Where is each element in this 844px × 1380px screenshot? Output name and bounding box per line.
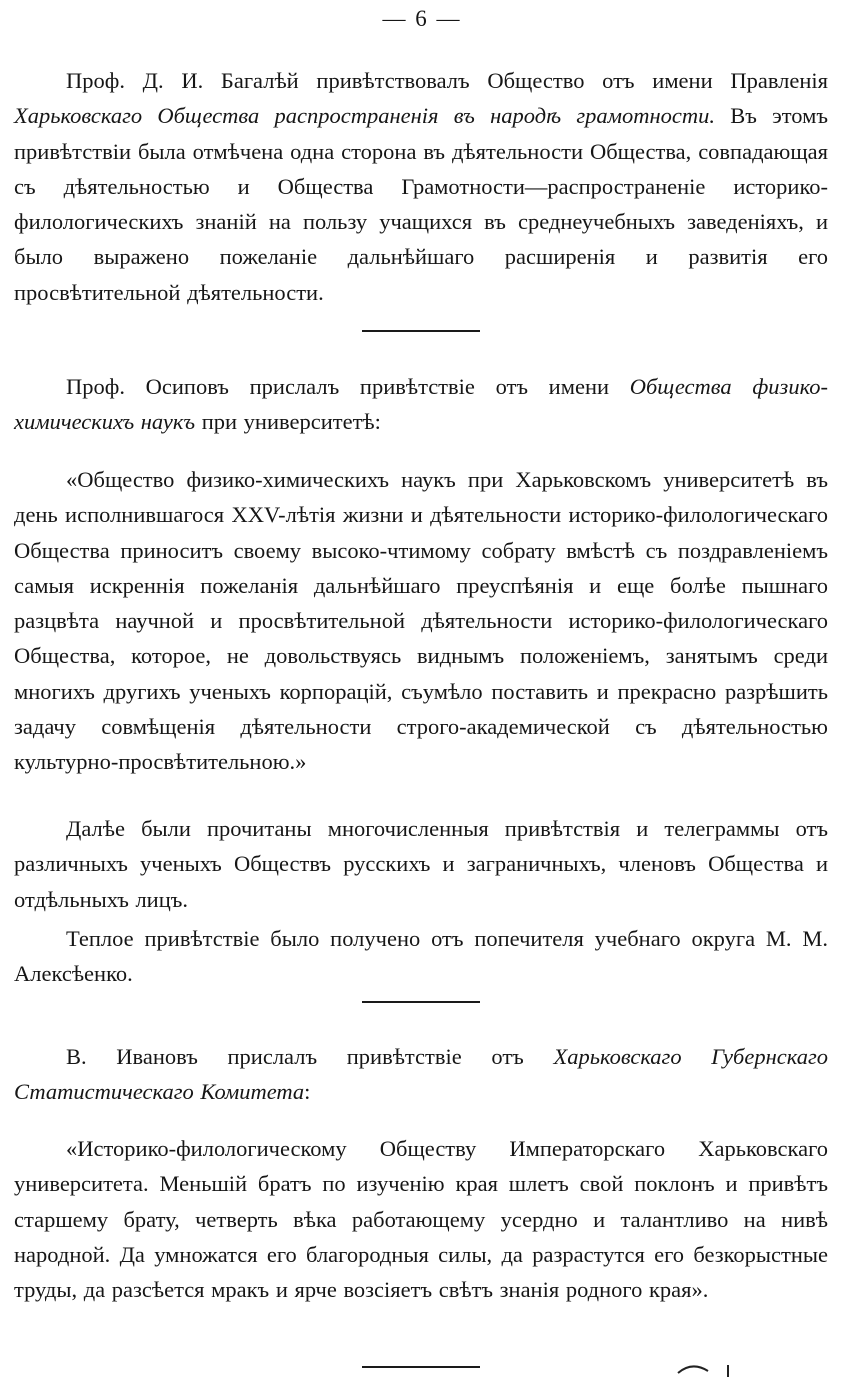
paragraph-bagalei-text-continued: Въ этомъ привѣтствіи была отмѣчена одна сторона въ дѣятельности Общества, совпадающая съ дѣятельностью и Общества Грамотности—распространеніе историко-филологическихъ знаній на пользу учащихся въ среднеучебныхъ заведеніяхъ, и было выражено пожеланіе дальнѣйшаго расширенія и развитія его просвѣтительной дѣятельности. <box>14 103 829 305</box>
paragraph-ivanov <box>14 1039 828 1110</box>
paragraph-osipov <box>14 369 828 440</box>
paragraph-osipov-text: Проф. Осиповъ прислалъ привѣтствіе отъ имени <box>66 374 630 399</box>
paragraph-bagalei <box>14 63 828 310</box>
paragraph-bagalei-text: Проф. Д. И. Багалѣй привѣтствовалъ Общество отъ имени Правленія <box>66 68 828 93</box>
cropped-next-line-marks <box>676 1359 736 1379</box>
paragraph-other-greetings: Далѣе были прочитаны многочисленныя привѣтствія и телеграммы отъ различныхъ ученыхъ Обществъ русскихъ и заграничныхъ, членовъ Общества и отдѣльныхъ лицъ. <box>14 816 828 912</box>
quote-physics-chemistry-society: «Общество физико-химическихъ наукъ при Харьковскомъ университетѣ въ день исполнившагося XXV-лѣтія жизни и дѣятельности историко-филологическаго Общества приноситъ своему высоко-чтимому собрату вмѣстѣ съ поздравленіемъ самыя искреннія пожеланія дальнѣйшаго преуспѣянія и еще болѣе пышнаго разцвѣта научной и просвѣтительной дѣятельности историко-филологическаго Общества, которое, не довольствуясь виднымъ положеніемъ, занятымъ среди многихъ другихъ ученыхъ корпорацій, съумѣло поставить и прекрасно разрѣшить задачу совмѣщенія дѣятельности строго-академической съ дѣятельностью культурно-просвѣтительною.» <box>14 467 828 775</box>
paragraph-osipov-text-continued: при университетѣ: <box>195 409 381 435</box>
quote-statistical-committee: «Историко-филологическому Обществу Императорскаго Харьковскаго университета. Меньшій братъ по изученію края шлетъ свой поклонъ и привѣтъ старшему брату, четверть вѣка работающему усердно и талантливо на нивѣ народной. Да умножатся его благородныя силы, да разрастутся его безкорыстные труды, да разсѣется мракъ и ярче возсіяетъ свѣтъ знанія родного края». <box>14 1136 828 1303</box>
section-divider <box>362 1366 480 1368</box>
committee-name-statistical: Харьковскаго Губернскаго Статистическаго Комитета <box>14 1044 828 1105</box>
paragraph-ivanov-text-continued: : <box>304 1079 311 1105</box>
paragraph-ivanov-text: В. Ивановъ прислалъ привѣтствіе отъ <box>66 1044 554 1069</box>
society-name-literacy: Харьковскаго Общества распространенія въ народѣ грамотности. <box>14 103 715 129</box>
society-name-physics-chemistry: Общества физико-химическихъ наукъ <box>14 374 828 435</box>
page-number: — 6 — <box>382 6 462 31</box>
paragraph-curator-greeting: Теплое привѣтствіе было получено отъ попечителя учебнаго округа М. М. Алексѣенко. <box>14 926 828 987</box>
section-divider <box>362 330 480 332</box>
section-divider <box>362 1001 480 1003</box>
